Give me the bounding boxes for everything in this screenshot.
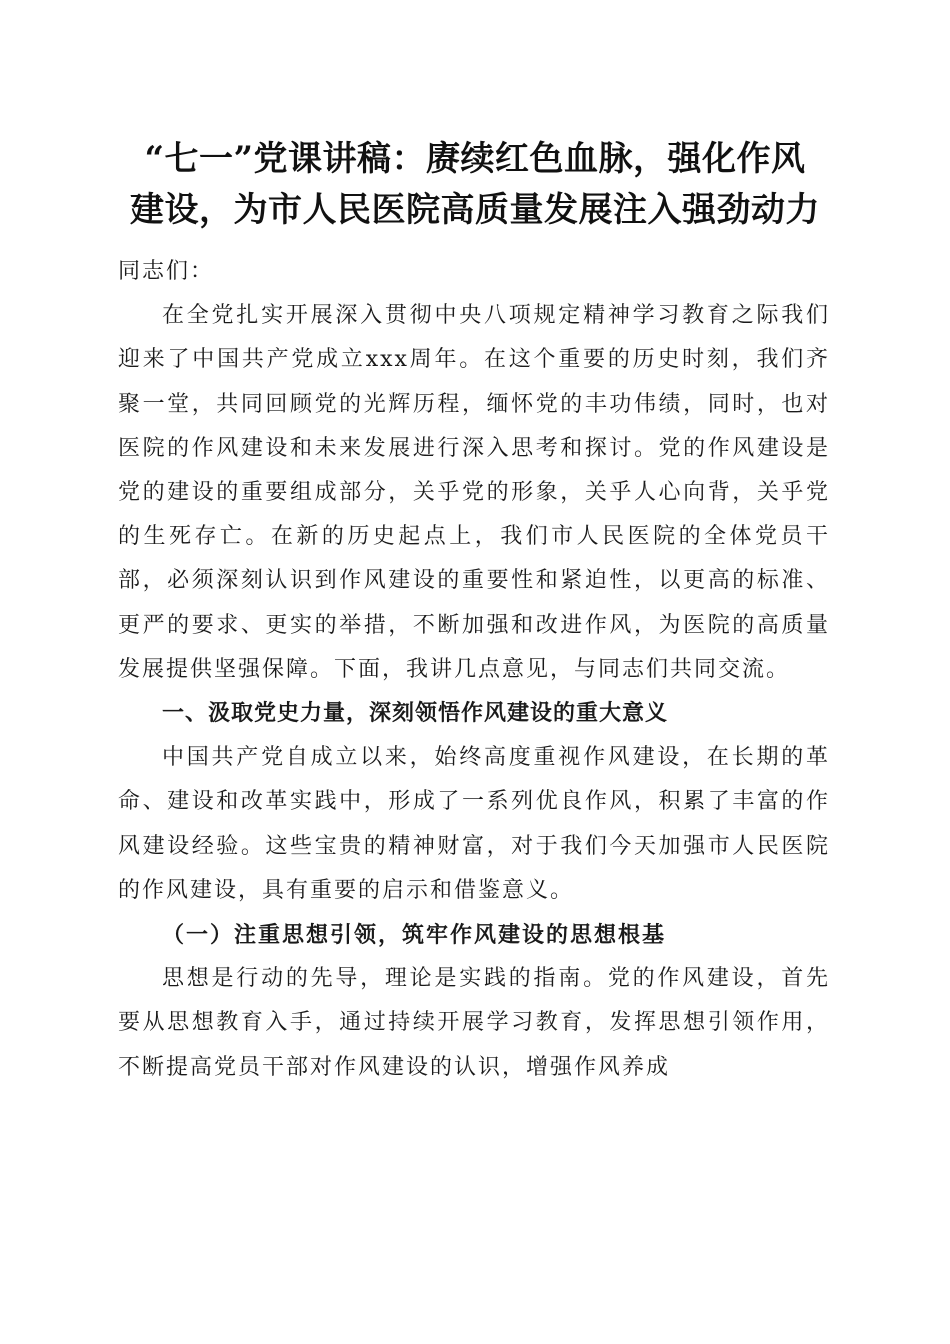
document-title <box>110 134 840 236</box>
paragraph-history: 中国共产党自成立以来，始终高度重视作风建设，在长期的革命、建设和改革实践中，形成了一系列优良作风，积累了丰富的作风建设经验。这些宝贵的精神财富，对于我们今天加强市人民医院的作风建设，具有重要的启示和借鉴意义。 <box>118 745 830 903</box>
title-line-2: 建设，为市人民医院高质量发展注入强劲动力 <box>130 190 820 230</box>
subsection-heading-1: （一）注重思想引领，筑牢作风建设的思想根基 <box>162 922 667 949</box>
section-heading-1: 一、汲取党史力量，深刻领悟作风建设的重大意义 <box>162 701 669 727</box>
salutation: 同志们： <box>118 259 215 284</box>
paragraph-intro: 在全党扎实开展深入贯彻中央八项规定精神学习教育之际我们迎来了中国共产党成立xxx周年。在这个重要的历史时刻，我们齐聚一堂，共同回顾党的光辉历程，缅怀党的丰功伟绩，同时，也对医院的作风建设和未来发展进行深入思考和探讨。党的作风建设是党的建设的重要组成部分，关乎党的形象，关乎人心向背，关乎党的生死存亡。在新的历史起点上，我们市人民医院的全体党员干部，必须深刻认识到作风建设的重要性和紧迫性，以更高的标准、更严的要求、更实的举措，不断加强和改进作风，为医院的高质量发展提供坚强保障。下面，我讲几点意见，与同志们共同交流。 <box>118 303 830 682</box>
title-line-1: “七一”党课讲稿：赓续红色血脉，强化作风 <box>144 139 806 179</box>
document-body <box>118 250 830 1090</box>
paragraph-thought: 思想是行动的先导，理论是实践的指南。党的作风建设，首先要从思想教育入手，通过持续开展学习教育，发挥思想引领作用，不断提高党员干部对作风建设的认识，增强作风养成 <box>118 966 830 1080</box>
